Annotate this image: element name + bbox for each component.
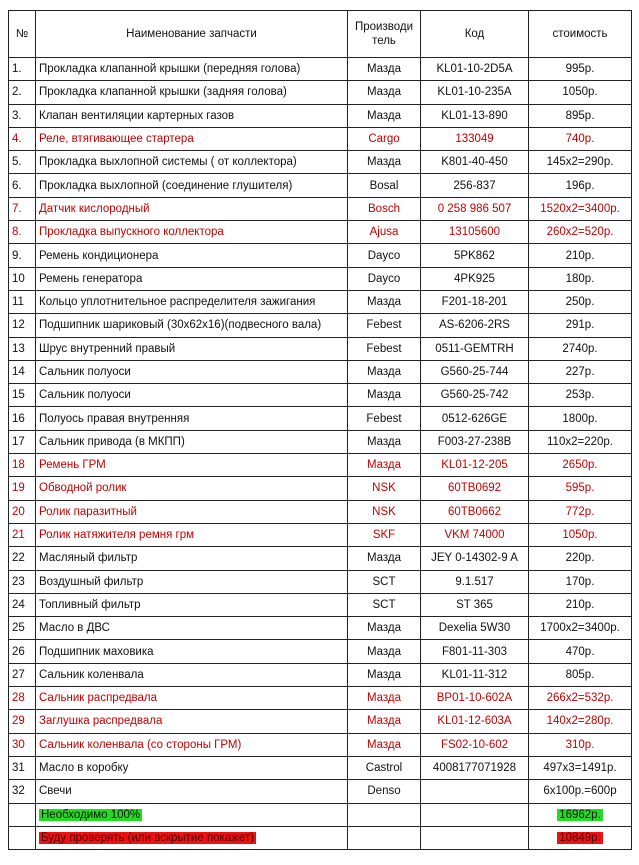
part-code: 5PK862 xyxy=(421,244,529,267)
manufacturer: Bosal xyxy=(348,174,421,197)
part-price: 595р. xyxy=(529,477,632,500)
part-price: 260х2=520р. xyxy=(529,221,632,244)
part-price: 497х3=1491р. xyxy=(529,756,632,779)
table-row xyxy=(9,104,632,127)
part-code: F801-11-303 xyxy=(421,640,529,663)
part-code: KL01-10-2D5A xyxy=(421,58,529,81)
manufacturer: NSK xyxy=(348,500,421,523)
row-number: 26 xyxy=(9,640,36,663)
row-number: 22 xyxy=(9,547,36,570)
manufacturer: Мазда xyxy=(348,290,421,313)
part-name: Заглушка распредвала xyxy=(36,710,348,733)
manufacturer: Dayco xyxy=(348,244,421,267)
part-price: 740р. xyxy=(529,127,632,150)
table-row xyxy=(9,710,632,733)
row-number: 9. xyxy=(9,244,36,267)
row-number: 31 xyxy=(9,756,36,779)
table-row xyxy=(9,267,632,290)
part-name: Сальник распредвала xyxy=(36,687,348,710)
row-number: 1. xyxy=(9,58,36,81)
part-code: 0511-GEMTRH xyxy=(421,337,529,360)
part-name: Ролик паразитный xyxy=(36,500,348,523)
table-row xyxy=(9,687,632,710)
part-price: 1700х2=3400р. xyxy=(529,617,632,640)
part-price: 1050р. xyxy=(529,81,632,104)
table-row xyxy=(9,127,632,150)
row-number: 7. xyxy=(9,197,36,220)
manufacturer: Castrol xyxy=(348,756,421,779)
table-row xyxy=(9,407,632,430)
part-price: 895р. xyxy=(529,104,632,127)
part-code: KL01-11-312 xyxy=(421,663,529,686)
header-code: Код xyxy=(421,11,529,58)
manufacturer: Febest xyxy=(348,337,421,360)
row-number: 32 xyxy=(9,780,36,803)
part-price: 1800р. xyxy=(529,407,632,430)
part-price: 180р. xyxy=(529,267,632,290)
part-name: Прокладка выпускного коллектора xyxy=(36,221,348,244)
manufacturer: Febest xyxy=(348,407,421,430)
part-code: KL01-13-890 xyxy=(421,104,529,127)
table-body xyxy=(9,58,632,804)
part-price: 1050р. xyxy=(529,523,632,546)
part-name: Датчик кислородный xyxy=(36,197,348,220)
header-num: № xyxy=(9,11,36,58)
table-row xyxy=(9,570,632,593)
part-name: Сальник коленвала (со стороны ГРМ) xyxy=(36,733,348,756)
part-name: Прокладка клапанной крышки (задняя голова) xyxy=(36,81,348,104)
part-name: Прокладка выхлопной системы ( от коллектора) xyxy=(36,151,348,174)
part-code: KL01-10-235A xyxy=(421,81,529,104)
total-needed-label: Необходимо 100% xyxy=(41,808,141,821)
row-number: 18 xyxy=(9,454,36,477)
table-row xyxy=(9,58,632,81)
part-name: Сальник привода (в МКПП) xyxy=(36,430,348,453)
manufacturer: SCT xyxy=(348,570,421,593)
part-price: 2740р. xyxy=(529,337,632,360)
part-name: Шрус внутренний правый xyxy=(36,337,348,360)
manufacturer: Мазда xyxy=(348,454,421,477)
row-number: 27 xyxy=(9,663,36,686)
part-code xyxy=(421,780,529,803)
header-row xyxy=(9,11,632,58)
row-number: 5. xyxy=(9,151,36,174)
table-row xyxy=(9,221,632,244)
part-price: 227р. xyxy=(529,360,632,383)
manufacturer: Мазда xyxy=(348,663,421,686)
part-code: F201-18-201 xyxy=(421,290,529,313)
table-row xyxy=(9,454,632,477)
part-name: Ремень генератора xyxy=(36,267,348,290)
part-code: 9.1.517 xyxy=(421,570,529,593)
manufacturer: Мазда xyxy=(348,687,421,710)
table-row xyxy=(9,617,632,640)
part-price: 145х2=290р. xyxy=(529,151,632,174)
part-code: Dexelia 5W30 xyxy=(421,617,529,640)
row-number: 21 xyxy=(9,523,36,546)
manufacturer: Мазда xyxy=(348,733,421,756)
part-price: 2650р. xyxy=(529,454,632,477)
row-number: 28 xyxy=(9,687,36,710)
header-maker: Производи тель xyxy=(348,11,421,58)
part-code: KL01-12-205 xyxy=(421,454,529,477)
part-name: Воздушный фильтр xyxy=(36,570,348,593)
part-price: 210р. xyxy=(529,593,632,616)
manufacturer: Ajusa xyxy=(348,221,421,244)
part-price: 1520х2=3400р. xyxy=(529,197,632,220)
table-row xyxy=(9,174,632,197)
part-price: 170р. xyxy=(529,570,632,593)
row-number: 13 xyxy=(9,337,36,360)
table-row xyxy=(9,640,632,663)
part-code: 4PK925 xyxy=(421,267,529,290)
part-price: 310р. xyxy=(529,733,632,756)
part-price: 220р. xyxy=(529,547,632,570)
part-price: 253р. xyxy=(529,384,632,407)
row-number: 17 xyxy=(9,430,36,453)
manufacturer: Мазда xyxy=(348,360,421,383)
part-name: Подшипник шариковый (30х62х16)(подвесного вала) xyxy=(36,314,348,337)
part-name: Свечи xyxy=(36,780,348,803)
part-name: Кольцо уплотнительное распределителя зажигания xyxy=(36,290,348,313)
manufacturer: Мазда xyxy=(348,640,421,663)
header-name: Наименование запчасти xyxy=(36,11,348,58)
manufacturer: Мазда xyxy=(348,58,421,81)
part-code: F003-27-238B xyxy=(421,430,529,453)
table-row xyxy=(9,337,632,360)
row-number: 8. xyxy=(9,221,36,244)
total-needed-row xyxy=(9,803,632,826)
part-name: Прокладка выхлопной (соединение глушителя) xyxy=(36,174,348,197)
part-name: Реле, втягивающее стартера xyxy=(36,127,348,150)
part-name: Сальник полуоси xyxy=(36,384,348,407)
part-price: 210р. xyxy=(529,244,632,267)
table-row xyxy=(9,430,632,453)
row-number: 3. xyxy=(9,104,36,127)
part-code: 133049 xyxy=(421,127,529,150)
table-row xyxy=(9,360,632,383)
manufacturer: Мазда xyxy=(348,104,421,127)
manufacturer: Bosch xyxy=(348,197,421,220)
table-row xyxy=(9,547,632,570)
manufacturer: Мазда xyxy=(348,384,421,407)
part-price: 995р. xyxy=(529,58,632,81)
table-row xyxy=(9,523,632,546)
header-price: стоимость xyxy=(529,11,632,58)
part-code: K801-40-450 xyxy=(421,151,529,174)
manufacturer: SKF xyxy=(348,523,421,546)
part-code: AS-6206-2RS xyxy=(421,314,529,337)
part-price: 266х2=532р. xyxy=(529,687,632,710)
row-number: 14 xyxy=(9,360,36,383)
part-code: 0 258 986 507 xyxy=(421,197,529,220)
part-name: Обводной ролик xyxy=(36,477,348,500)
part-code: G560-25-742 xyxy=(421,384,529,407)
part-code: 60TB0662 xyxy=(421,500,529,523)
table-row xyxy=(9,500,632,523)
part-name: Полуось правая внутренняя xyxy=(36,407,348,430)
table-row xyxy=(9,244,632,267)
part-price: 196р. xyxy=(529,174,632,197)
manufacturer: Мазда xyxy=(348,151,421,174)
row-number: 12 xyxy=(9,314,36,337)
total-check-label: Буду проверять (или вскрытие покажет) xyxy=(41,831,255,844)
part-name: Ремень кондиционера xyxy=(36,244,348,267)
part-code: G560-25-744 xyxy=(421,360,529,383)
total-needed-value: 16962р. xyxy=(559,808,601,821)
part-code: BP01-10-602A xyxy=(421,687,529,710)
part-price: 6х100р.=600р xyxy=(529,780,632,803)
part-code: 4008177071928 xyxy=(421,756,529,779)
part-name: Ролик натяжителя ремня грм xyxy=(36,523,348,546)
part-name: Сальник коленвала xyxy=(36,663,348,686)
part-code: JEY 0-14302-9 A xyxy=(421,547,529,570)
row-number: 4. xyxy=(9,127,36,150)
manufacturer: Мазда xyxy=(348,547,421,570)
table-row xyxy=(9,81,632,104)
manufacturer: SCT xyxy=(348,593,421,616)
total-check-value: 10849р. xyxy=(559,831,601,844)
row-number: 20 xyxy=(9,500,36,523)
part-code: ST 365 xyxy=(421,593,529,616)
manufacturer: Febest xyxy=(348,314,421,337)
part-name: Масляный фильтр xyxy=(36,547,348,570)
total-check-row xyxy=(9,826,632,849)
part-price: 250р. xyxy=(529,290,632,313)
part-name: Топливный фильтр xyxy=(36,593,348,616)
row-number: 6. xyxy=(9,174,36,197)
part-code: 13105600 xyxy=(421,221,529,244)
manufacturer: NSK xyxy=(348,477,421,500)
table-row xyxy=(9,384,632,407)
row-number: 30 xyxy=(9,733,36,756)
row-number: 24 xyxy=(9,593,36,616)
part-name: Масло в ДВС xyxy=(36,617,348,640)
row-number: 16 xyxy=(9,407,36,430)
manufacturer: Dayco xyxy=(348,267,421,290)
part-name: Подшипник маховика xyxy=(36,640,348,663)
part-price: 110х2=220р. xyxy=(529,430,632,453)
row-number: 19 xyxy=(9,477,36,500)
table-row xyxy=(9,314,632,337)
part-code: KL01-12-603A xyxy=(421,710,529,733)
part-price: 140х2=280р. xyxy=(529,710,632,733)
table-row xyxy=(9,756,632,779)
part-price: 805р. xyxy=(529,663,632,686)
manufacturer: Denso xyxy=(348,780,421,803)
part-code: 256-837 xyxy=(421,174,529,197)
part-price: 772р. xyxy=(529,500,632,523)
part-name: Клапан вентиляции картерных газов xyxy=(36,104,348,127)
row-number: 25 xyxy=(9,617,36,640)
part-price: 291р. xyxy=(529,314,632,337)
part-code: VKM 74000 xyxy=(421,523,529,546)
parts-table xyxy=(8,10,632,850)
row-number: 23 xyxy=(9,570,36,593)
table-row xyxy=(9,197,632,220)
table-row xyxy=(9,593,632,616)
part-name: Прокладка клапанной крышки (передняя голова) xyxy=(36,58,348,81)
part-code: 0512-626GE xyxy=(421,407,529,430)
table-row xyxy=(9,477,632,500)
row-number: 15 xyxy=(9,384,36,407)
table-row xyxy=(9,151,632,174)
part-name: Ремень ГРМ xyxy=(36,454,348,477)
table-row xyxy=(9,780,632,803)
table-row xyxy=(9,290,632,313)
row-number: 2. xyxy=(9,81,36,104)
part-code: FS02-10-602 xyxy=(421,733,529,756)
row-number: 11 xyxy=(9,290,36,313)
part-code: 60TB0692 xyxy=(421,477,529,500)
row-number: 10 xyxy=(9,267,36,290)
part-price: 470р. xyxy=(529,640,632,663)
row-number: 29 xyxy=(9,710,36,733)
manufacturer: Мазда xyxy=(348,430,421,453)
part-name: Сальник полуоси xyxy=(36,360,348,383)
manufacturer: Мазда xyxy=(348,617,421,640)
table-row xyxy=(9,663,632,686)
manufacturer: Мазда xyxy=(348,710,421,733)
manufacturer: Мазда xyxy=(348,81,421,104)
part-name: Масло в коробку xyxy=(36,756,348,779)
manufacturer: Cargo xyxy=(348,127,421,150)
table-row xyxy=(9,733,632,756)
